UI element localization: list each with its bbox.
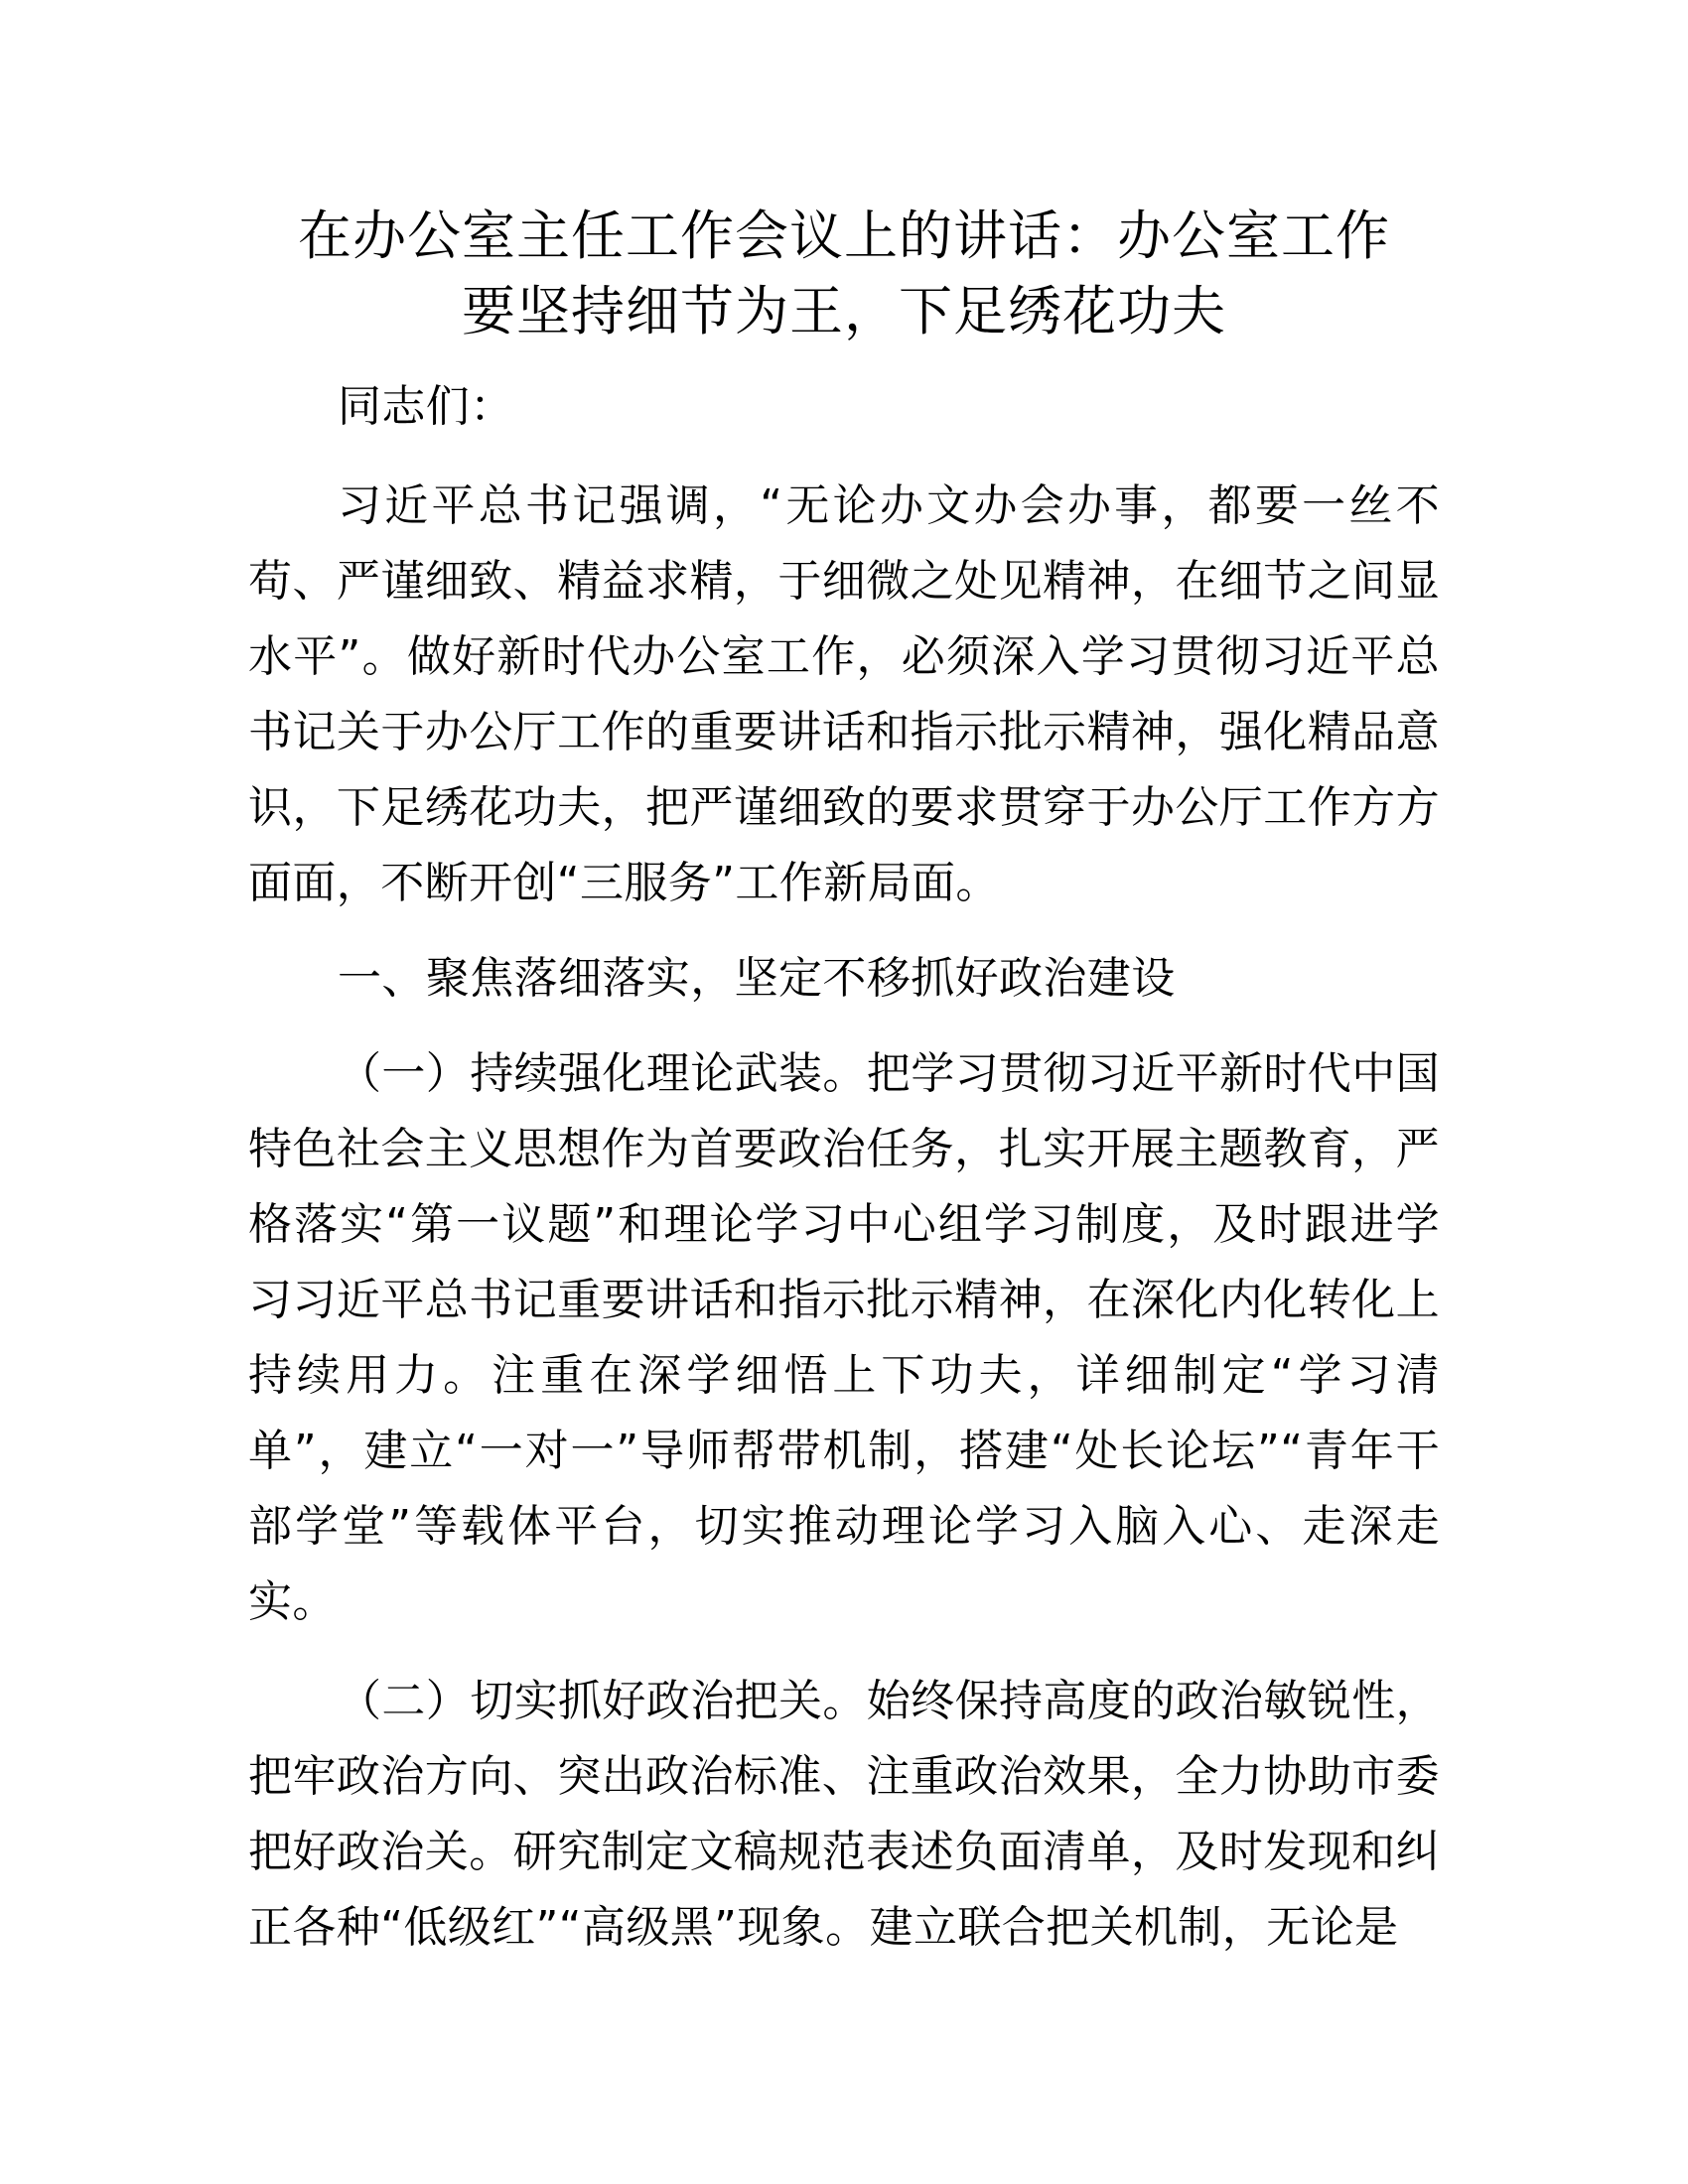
subsection-2-paragraph: （二）切实抓好政治把关。始终保持高度的政治敏锐性，把牢政治方向、突出政治标准、注重政治效果，全力协助市委把好政治关。研究制定文稿规范表述负面清单，及时发现和纠正各种“低级红”“高级黑”现象。建立联合把关机制，无论是 — [248, 1676, 1440, 1953]
greeting: 同志们： — [338, 381, 514, 432]
section-1-heading: 一、聚焦落细落实，坚定不移抓好政治建设 — [338, 953, 1176, 1004]
document-page — [248, 199, 1440, 1966]
title-line-2: 要坚持细节为王，下足绣花功夫 — [462, 280, 1226, 342]
title-line-1: 在办公室主任工作会议上的讲话：办公室工作 — [298, 205, 1390, 267]
intro-paragraph: 习近平总书记强调，“无论办文办会办事，都要一丝不苟、严谨细致、精益求精，于细微之处见精神，在细节之间显水平”。做好新时代办公室工作，必须深入学习贯彻习近平总书记关于办公厅工作的重要讲话和指示批示精神，强化精品意识，下足绣花功夫，把严谨细致的要求贯穿于办公厅工作方方面面，不断开创“三服务”工作新局面。 — [248, 480, 1440, 908]
document-title — [248, 199, 1440, 349]
subsection-1-paragraph: （一）持续强化理论武装。把学习贯彻习近平新时代中国特色社会主义思想作为首要政治任务，扎实开展主题教育，严格落实“第一议题”和理论学习中心组学习制度，及时跟进学习习近平总书记重要讲话和指示批示精神，在深化内化转化上持续用力。注重在深学细悟上下功夫，详细制定“学习清单”，建立“一对一”导师帮带机制，搭建“处长论坛”“青年干部学堂”等载体平台，切实推动理论学习入脑入心、走深走实。 — [248, 1048, 1440, 1627]
